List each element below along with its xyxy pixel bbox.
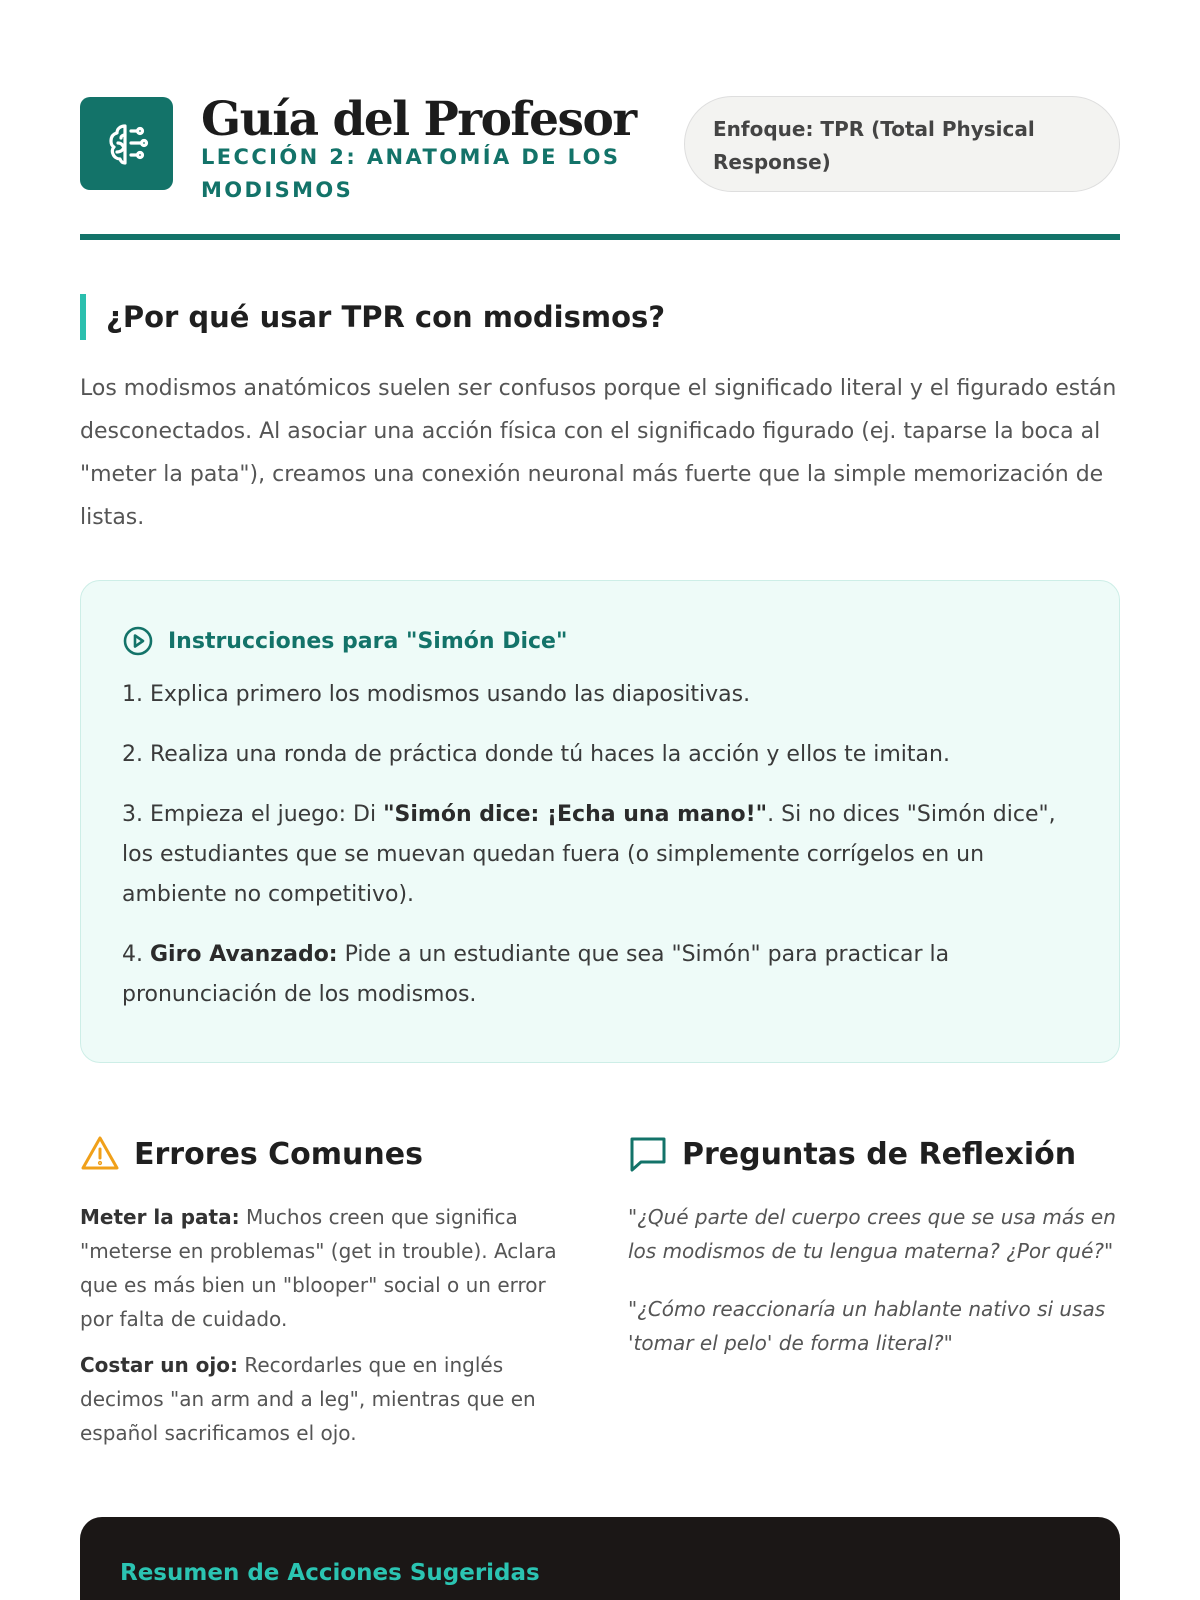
common-errors-title: Errores Comunes — [134, 1136, 423, 1172]
why-tpr-body: Los modismos anatómicos suelen ser confusos porque el significado literal y el figurado están desconectados. Al asociar una acción física con el significado figurado (ej. taparse la boca al "meter la pata"), creamos una conexión neuronal más fuerte que la simple memorización de listas. — [80, 376, 1117, 530]
common-errors-header — [80, 1128, 578, 1180]
reflection-section — [628, 1128, 1126, 1360]
instructions-header — [122, 619, 1079, 663]
header-divider — [80, 234, 1120, 240]
suggested-actions-summary — [80, 1517, 1120, 1600]
why-tpr-heading: ¿Por qué usar TPR con modismos? — [80, 294, 665, 340]
teacher-guide-page — [80, 0, 1120, 1600]
common-errors-section — [80, 1128, 578, 1450]
page-title: Guía del Profesor — [201, 92, 636, 147]
reflection-header — [628, 1128, 1126, 1180]
instruction-step-3: 3. Empieza el juego: Di "Simón dice: ¡Echa una mano!". Si no dices "Simón dice", los estudiantes que se muevan quedan fuera (o simplemente corrígelos en un ambiente no competitivo). — [122, 802, 1056, 907]
error-item: Meter la pata: Muchos creen que significa "meterse en problemas" (get in trouble). Aclara que es más bien un "blooper" social o un error por falta de cuidado. — [80, 1205, 557, 1331]
instruction-step-1: 1. Explica primero los modismos usando las diapositivas. — [122, 682, 751, 707]
instructions-title: Instrucciones para "Simón Dice" — [168, 628, 568, 654]
instruction-step-2: 2. Realiza una ronda de práctica donde tú haces la acción y ellos te imitan. — [122, 742, 950, 767]
instructions-card — [80, 580, 1120, 1063]
brain-icon — [101, 118, 153, 170]
header — [80, 90, 1120, 240]
play-circle-icon — [122, 625, 154, 657]
focus-badge: Enfoque: TPR (Total Physical Response) — [684, 96, 1120, 192]
logo — [80, 97, 173, 190]
reflection-question: "¿Qué parte del cuerpo crees que se usa más en los modismos de tu lengua materna? ¿Por qué?" — [628, 1205, 1116, 1263]
error-item: Costar un ojo: Recordarles que en inglés decimos "an arm and a leg", mientras que en español sacrificamos el ojo. — [80, 1353, 536, 1445]
reflection-question: "¿Cómo reaccionaría un hablante nativo si usas 'tomar el pelo' de forma literal?" — [628, 1297, 1106, 1355]
warning-icon — [80, 1134, 120, 1174]
chat-bubble-icon — [628, 1134, 668, 1174]
reflection-title: Preguntas de Reflexión — [682, 1136, 1077, 1172]
instruction-step-4: 4. Giro Avanzado: Pide a un estudiante que sea "Simón" para practicar la pronunciación de los modismos. — [122, 942, 950, 1007]
summary-title: Resumen de Acciones Sugeridas — [120, 1560, 540, 1586]
instructions-list — [122, 675, 1079, 1015]
lesson-subtitle: LECCIÓN 2: ANATOMÍA DE LOS MODISMOS — [201, 145, 621, 202]
